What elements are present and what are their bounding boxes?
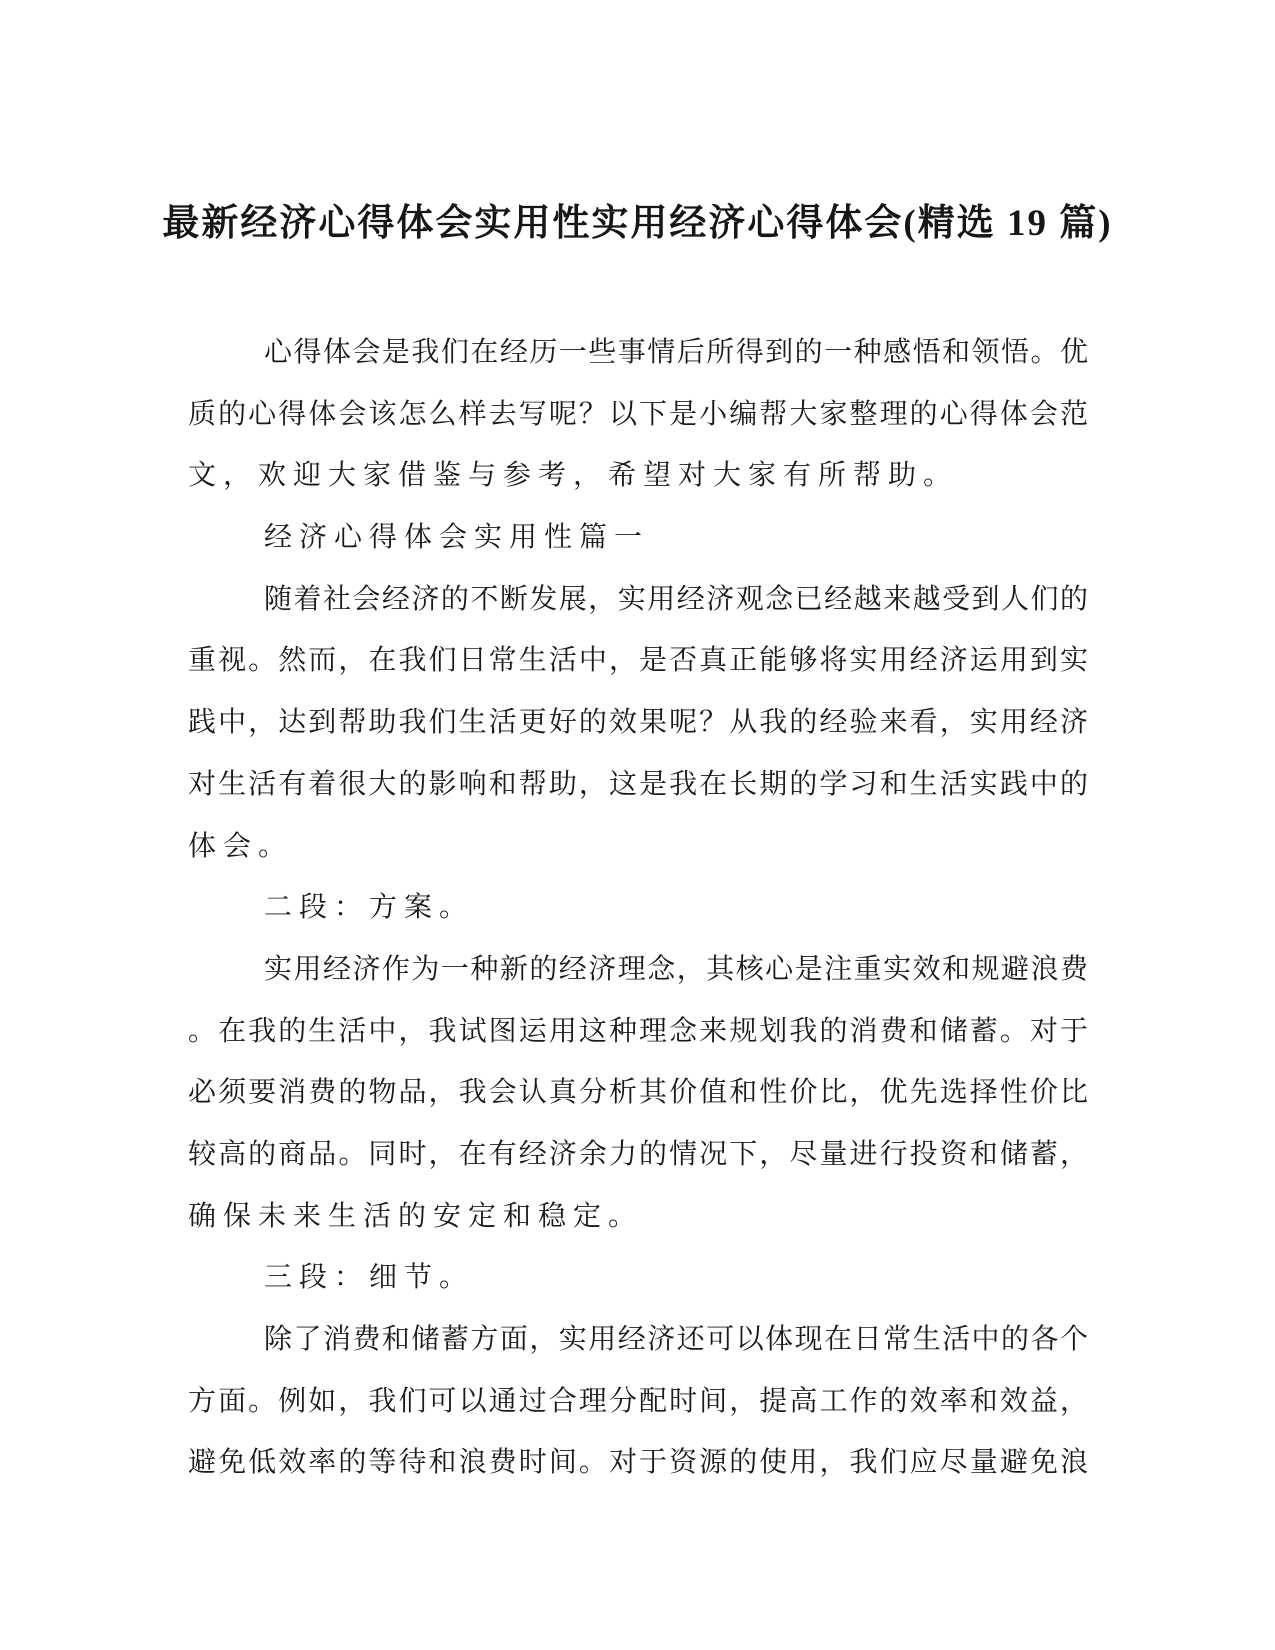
text-line: 较高的商品。同时，在有经济余力的情况下，尽量进行投资和储蓄， <box>188 1138 1088 1170</box>
text-line: 经济心得体会实用性篇一 <box>264 522 650 554</box>
text-line: 必须要消费的物品，我会认真分析其价值和性价比，优先选择性价比 <box>188 1077 1088 1109</box>
text-line: 体会。 <box>188 830 294 862</box>
text-line: 质的心得体会该怎么样去写呢？以下是小编帮大家整理的心得体会范 <box>188 398 1088 430</box>
document-body <box>188 322 1088 1494</box>
document-title: 最新经济心得体会实用性实用经济心得体会(精选 19 篇) <box>162 203 1113 244</box>
text-line: 实用经济作为一种新的经济理念，其核心是注重实效和规避浪费 <box>264 953 1088 985</box>
text-line: 三段：细节。 <box>264 1262 475 1294</box>
text-line: 践中，达到帮助我们生活更好的效果呢？从我的经验来看，实用经济 <box>188 707 1088 739</box>
text-line: 。在我的生活中，我试图运用这种理念来规划我的消费和储蓄。对于 <box>188 1015 1088 1047</box>
text-line: 方面。例如，我们可以通过合理分配时间，提高工作的效率和效益， <box>188 1385 1088 1417</box>
text-line: 对生活有着很大的影响和帮助，这是我在长期的学习和生活实践中的 <box>188 768 1088 800</box>
text-line: 随着社会经济的不断发展，实用经济观念已经越来越受到人们的 <box>264 583 1088 615</box>
text-line: 心得体会是我们在经历一些事情后所得到的一种感悟和领悟。优 <box>264 337 1088 368</box>
text-line: 文，欢迎大家借鉴与参考，希望对大家有所帮助。 <box>188 460 959 492</box>
text-line: 确保未来生活的安定和稳定。 <box>188 1200 644 1232</box>
text-line: 除了消费和储蓄方面，实用经济还可以体现在日常生活中的各个 <box>264 1324 1088 1355</box>
text-line: 避免低效率的等待和浪费时间。对于资源的使用，我们应尽量避免浪 <box>188 1447 1088 1479</box>
text-line: 重视。然而，在我们日常生活中，是否真正能够将实用经济运用到实 <box>188 645 1088 677</box>
text-line: 二段：方案。 <box>264 892 475 924</box>
